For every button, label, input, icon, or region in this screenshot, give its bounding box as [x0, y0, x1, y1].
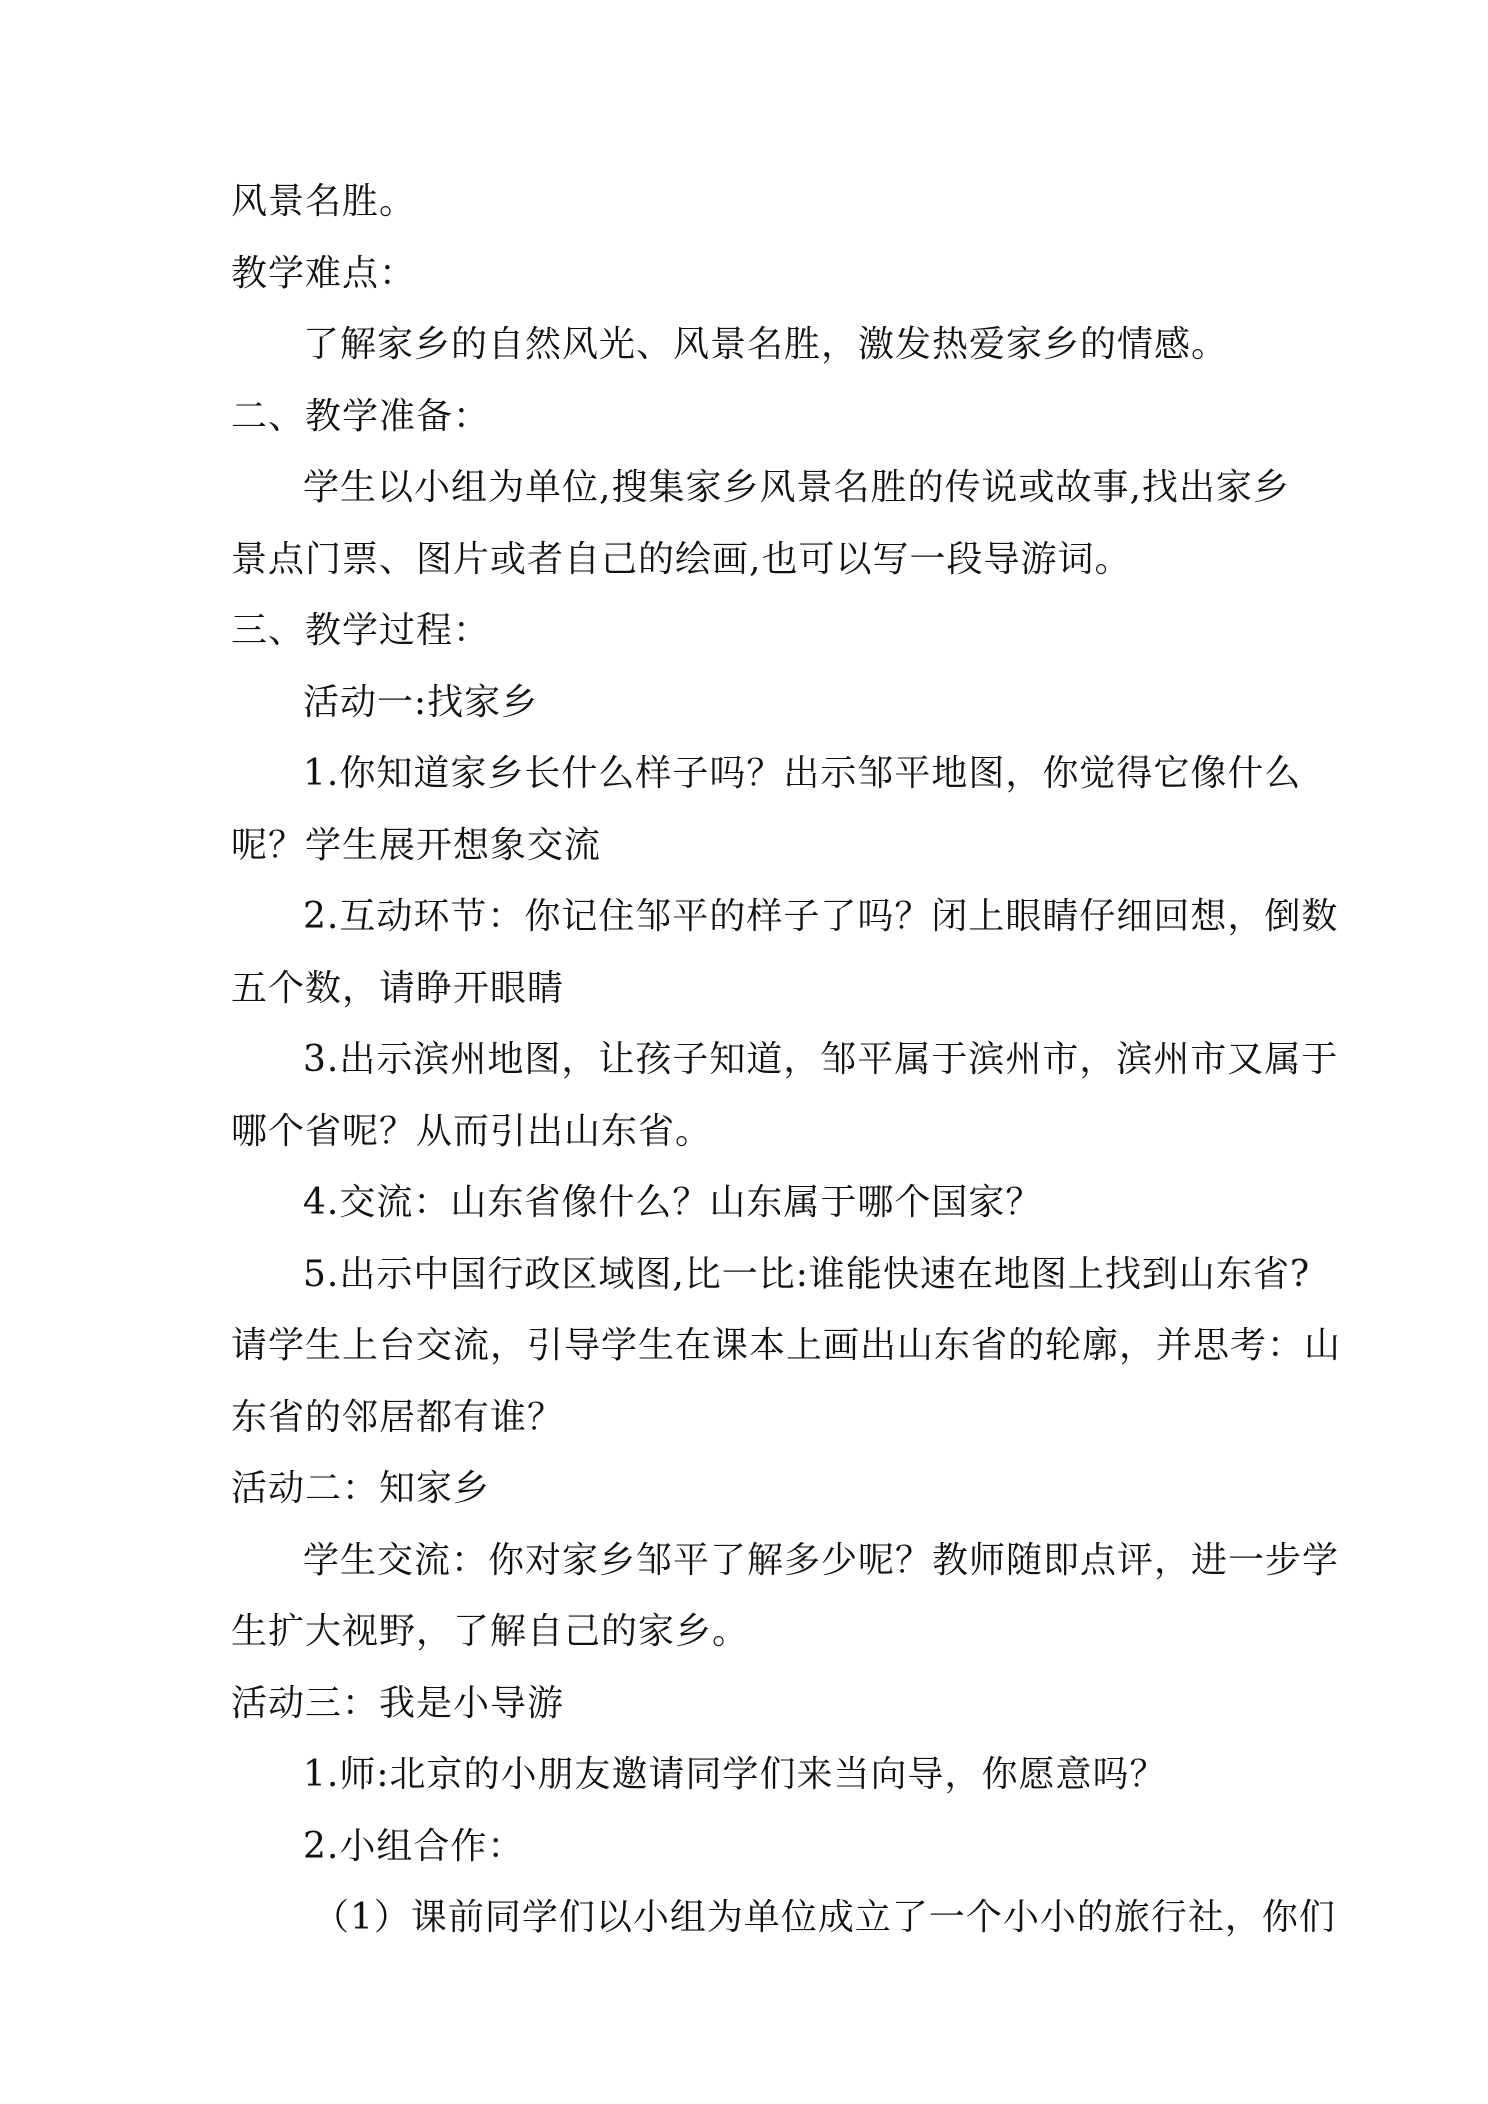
activity-heading-1: 活动一:找家乡 — [303, 681, 539, 723]
list-item: （1）课前同学们以小组为单位成立了一个小小的旅行社，你们 — [313, 1897, 1336, 1938]
activity-heading-2: 活动二：知家乡 — [231, 1468, 491, 1509]
list-item: 4.交流：山东省像什么？山东属于哪个国家？ — [303, 1182, 1043, 1223]
text-line: 请学生上台交流，引导学生在课本上画出山东省的轮廓，并思考：山 — [231, 1325, 1342, 1366]
text-line: 学生交流：你对家乡邹平了解多少呢？教师随即点评，进一步学 — [303, 1539, 1340, 1581]
list-item: 3.出示滨州地图，让孩子知道，邹平属于滨州市，滨州市又属于 — [303, 1039, 1339, 1080]
text-line: 生扩大视野，了解自己的家乡。 — [231, 1611, 750, 1652]
text-line: 五个数，请睁开眼睛 — [231, 967, 565, 1009]
list-item: 1.师:北京的小朋友邀请同学们来当向导，你愿意吗？ — [303, 1754, 1167, 1795]
list-item: 2.互动环节：你记住邹平的样子了吗？闭上眼睛仔细回想，倒数 — [303, 896, 1339, 937]
text-line: 风景名胜。 — [231, 181, 417, 222]
list-item: 5.出示中国行政区域图,比一比:谁能快速在地图上找到山东省? — [303, 1253, 1311, 1295]
document-body — [231, 166, 1342, 1954]
text-line: 东省的邻居都有谁？ — [231, 1396, 565, 1438]
section-heading-preparation: 二、教学准备： — [231, 395, 491, 437]
list-item: 2.小组合作： — [303, 1825, 525, 1867]
text-line: 景点门票、图片或者自己的绘画,也可以写一段导游词。 — [231, 538, 1132, 580]
text-line: 呢？学生展开想象交流 — [231, 824, 602, 866]
text-line: 哪个省呢？从而引出山东省。 — [231, 1110, 713, 1152]
activity-heading-3: 活动三：我是小导游 — [231, 1682, 565, 1724]
text-line: 学生以小组为单位,搜集家乡风景名胜的传说或故事,找出家乡 — [303, 467, 1290, 508]
section-heading-process: 三、教学过程： — [231, 610, 491, 651]
section-heading-teaching-difficulty: 教学难点： — [231, 252, 417, 294]
list-item: 1.你知道家乡长什么样子吗？出示邹平地图，你觉得它像什么 — [303, 753, 1302, 794]
text-line: 了解家乡的自然风光、风景名胜，激发热爱家乡的情感。 — [303, 324, 1229, 365]
